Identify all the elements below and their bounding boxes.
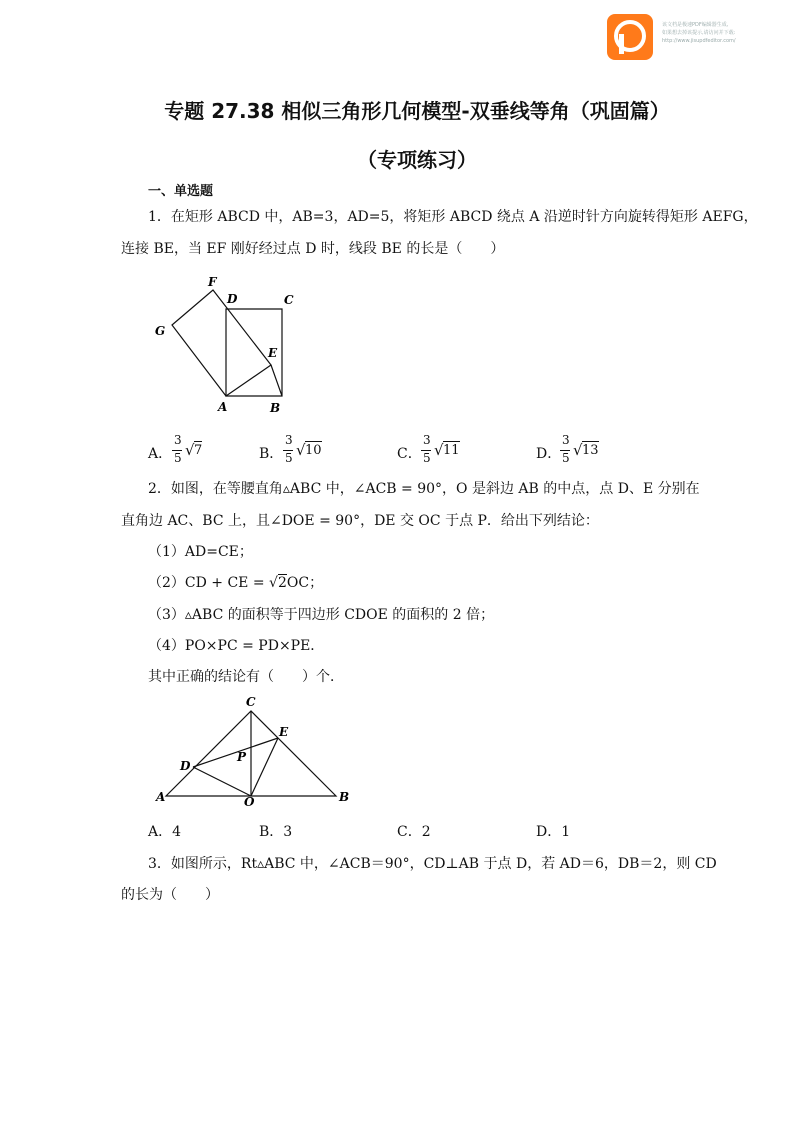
q2-label-B: B [339,790,350,804]
watermark-line: 该文档是极速PDF编辑器生成, [662,22,729,28]
q2-label-O: O [244,795,255,809]
page-subtitle: （专项练习） [357,148,477,172]
q2-option-b[interactable]: B．3 [259,824,293,840]
q1-label-G: G [155,324,166,338]
q1-label-E: E [268,346,278,360]
q1-stem-line2: 连接 BE，当 EF 刚好经过点 D 时，线段 BE 的长是（ ） [121,241,505,257]
q2-option-c[interactable]: C．2 [397,824,431,840]
q2-ask: 其中正确的结论有（ ）个． [148,669,344,685]
conclusion-2-text: （2）CD + CE = [148,575,270,591]
q2-option-d[interactable]: D．1 [536,824,571,840]
watermark-line: 如果想去掉该提示,请访问并下载: [662,30,736,36]
q2-option-a[interactable]: A．4 [148,824,182,840]
option-letter: B． [259,446,284,462]
q2-conclusion-3: （3）▵ABC 的面积等于四边形 CDOE 的面积的 2 倍； [148,607,495,623]
fraction-numerator: 3 [562,433,570,447]
q3-stem-line2: 的长为（ ） [121,887,219,903]
q2-conclusion-2 [148,572,323,592]
q1-label-B: B [270,401,281,415]
radicand: 10 [305,443,322,458]
q2-label-E: E [279,725,289,739]
q2-stem-line1: 2．如图，在等腰直角▵ABC 中，∠ACB = 90°，O 是斜边 AB 的中点，点 D、E 分别在 [148,481,700,497]
q2-label-D: D [180,759,191,773]
q1-label-D: D [227,292,238,306]
radical-sign: √ [269,575,278,591]
q1-stem-line1: 1．在矩形 ABCD 中，AB=3，AD=5，将矩形 ABCD 绕点 A 沿逆时针方向旋转得矩形 AEFG， [148,209,758,225]
section-heading: 一、单选题 [148,184,214,199]
radicand: 11 [443,443,460,458]
radicand: 13 [582,443,599,458]
q2-label-C: C [246,695,256,709]
fraction-numerator: 3 [174,433,182,447]
conclusion-2-text-end: OC； [286,575,324,591]
fraction-denominator: 5 [423,451,431,465]
fraction-denominator: 5 [562,451,570,465]
radical-sign: √ [434,441,444,459]
fraction-numerator: 3 [423,433,431,447]
watermark-line: http://www.jisupdfeditor.com/ [662,38,736,44]
q1-label-C: C [284,293,294,307]
radicand: 7 [194,443,203,458]
radical-sign: √ [185,441,195,459]
radicand: 2 [277,575,287,591]
fraction-numerator: 3 [285,433,293,447]
q1-label-A: A [218,400,228,414]
fraction-denominator: 5 [174,451,182,465]
q2-conclusion-4: （4）PO×PC = PD×PE． [148,638,325,654]
option-letter: C． [397,446,422,462]
q2-label-A: A [156,790,166,804]
option-letter: D． [536,446,562,462]
radical-sign: √ [573,441,583,459]
watermark-note [662,21,794,45]
fraction-denominator: 5 [285,451,293,465]
option-letter: A． [148,446,173,462]
q2-stem-line2: 直角边 AC、BC 上，且∠DOE = 90°，DE 交 OC 于点 P．给出下列结论： [121,513,599,529]
q1-label-F: F [208,275,217,289]
q3-stem-line1: 3．如图所示，Rt▵ABC 中，∠ACB＝90°，CD⊥AB 于点 D，若 AD＝6，DB＝2，则 CD [148,856,717,872]
pdf-editor-logo [607,14,653,60]
radical-sign: √ [296,441,306,459]
page-title: 专题 27.38 相似三角形几何模型-双垂线等角（巩固篇） [164,99,670,123]
q2-conclusion-1: （1）AD=CE； [148,544,253,560]
q2-label-P: P [237,750,247,764]
